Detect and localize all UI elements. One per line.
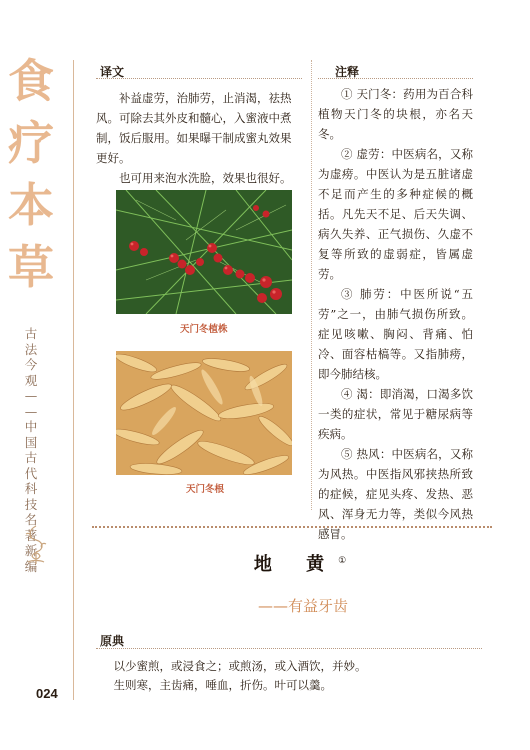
page-number: 024 <box>36 686 58 701</box>
footnote-marker: ① <box>338 556 347 566</box>
section-title <box>200 550 400 576</box>
series-char: 代 <box>24 465 38 481</box>
series-char: 著 <box>24 527 38 543</box>
book-title-char: 草 <box>8 240 54 294</box>
original-text-body <box>102 657 482 695</box>
book-title-char: 本 <box>8 178 54 232</box>
series-char: 新 <box>24 543 38 558</box>
section-subtitle: ——有益牙齿 <box>257 597 348 615</box>
note-item: ⑤ 热风：中医病名，又称为风热。中医指风邪挟热所致的症候，症见头疼、发热、恶风、浑身无力等，类似今风热感冒。 <box>318 447 473 541</box>
original-line: 生则寒，主齿痛，唾血，折伤。叶可以羹。 <box>113 678 332 692</box>
book-title-char: 疗 <box>8 116 54 170</box>
heading-divider <box>96 648 482 650</box>
section-title-text: 地 黄 <box>253 554 339 575</box>
ornament-icon <box>20 522 52 566</box>
series-char: 观 <box>24 372 38 388</box>
series-char: 今 <box>24 357 38 372</box>
heading-divider <box>318 78 473 80</box>
book-title-vertical <box>4 50 58 298</box>
note-item: ③ 肺劳：中医所说“五劳”之一，由肺气损伤所致。症见咳嗽、胸闷、背痛、怕冷、面容枯槁等。又指肺痨，即今肺结核。 <box>318 287 473 381</box>
translation-paragraph: 也可用来泡水洗脸，效果也很好。 <box>119 171 292 185</box>
section-divider <box>92 526 492 531</box>
series-char: — <box>24 388 38 403</box>
notes-body <box>318 84 473 544</box>
heading-divider <box>96 78 302 80</box>
margin-rule <box>73 60 74 700</box>
series-char: 技 <box>24 496 38 512</box>
note-item: ② 虚劳：中医病名，又称为虚痨。中医认为是五脏诸虚不足而产生的多种症候的概括。凡先天不足、后天失调、病久失养、正气损伤、久虚不复等所致的虚弱症，皆属虚劳。 <box>318 147 473 281</box>
series-char: 编 <box>24 558 38 574</box>
photo-caption: 天门冬根 <box>186 484 225 495</box>
asparagus-root-photo <box>116 351 292 475</box>
photo-caption: 天门冬植株 <box>180 324 228 335</box>
asparagus-plant-photo <box>116 190 292 314</box>
note-item: ④ 渴：即消渴，口渴多饮一类的症状，常见于糖尿病等疾病。 <box>318 387 473 441</box>
translation-heading: 译文 <box>100 65 125 79</box>
series-char: 科 <box>24 481 38 496</box>
series-char: 古 <box>24 326 38 341</box>
translation-paragraph: 补益虚劳，治肺劳，止消渴，祛热风。可除去其外皮和髓心，入蜜液中煮制，饭后服用。如果曝干制成蜜丸效果更好。 <box>96 91 292 165</box>
notes-heading: 注释 <box>335 65 360 79</box>
series-char: 名 <box>24 512 38 527</box>
column-divider <box>311 60 313 510</box>
translation-body <box>96 88 302 188</box>
series-char: 法 <box>24 341 38 357</box>
original-line: 以少蜜煎，或浸食之；或煎汤，或入酒饮，并妙。 <box>113 659 367 673</box>
series-char: — <box>24 403 38 419</box>
series-char: 古 <box>24 450 38 465</box>
series-char: 中 <box>24 419 38 434</box>
original-text-heading: 原典 <box>100 634 125 648</box>
note-item: ① 天门冬：药用为百合科植物天门冬的块根，亦名天冬。 <box>318 87 473 141</box>
book-title-char: 食 <box>8 54 54 108</box>
series-char: 国 <box>24 434 38 450</box>
